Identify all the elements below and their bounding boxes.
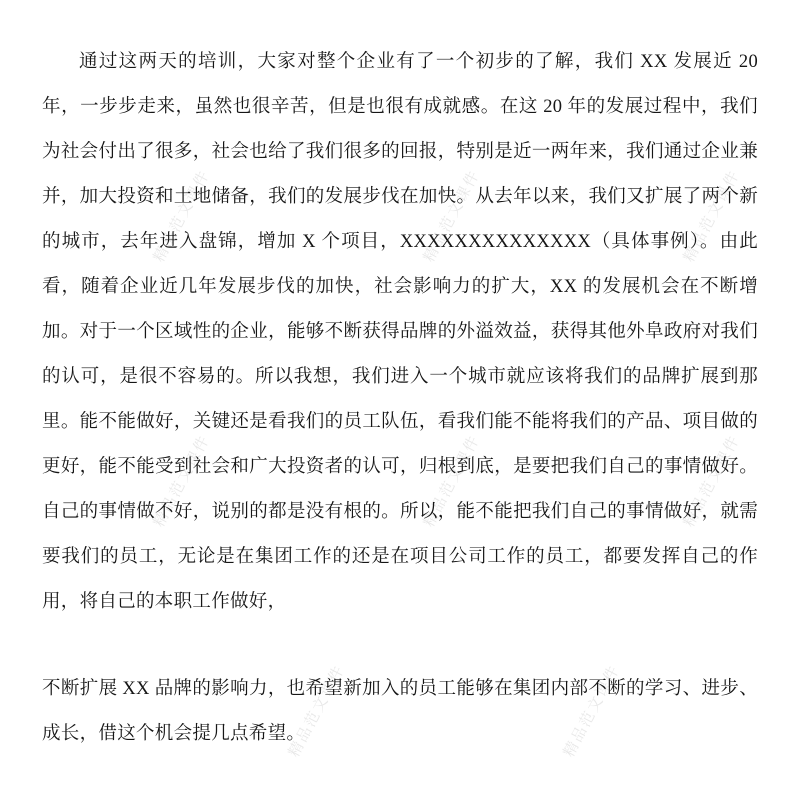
- watermark-text: 精品范文课件: [560, 661, 624, 760]
- watermark-text: 精品范文课件: [420, 166, 484, 265]
- watermark-text: 精品范文课件: [680, 166, 744, 265]
- paragraph-1: 通过这两天的培训，大家对整个企业有了一个初步的了解，我们 XX 发展近 20 年，一步步走来，虽然也很辛苦，但是也很有成就感。在这 20 年的发展过程中，我们为社会付出了很多，社会也给了我们很多的回报，特别是近一两年来，我们通过企业兼并，加大投资和土地储备，我们的发展步伐在加快。从去年以来，我们又扩展了两个新的城市，去年进入盘锦，增加 X 个项目，XXXXXXXXXXXXXX（具体事例）。由此看，随着企业近几年发展步伐的加快，社会影响力的扩大，XX 的发展机会在不断增加。对于一个区域性的企业，能够不断获得品牌的外溢效益，获得其他外阜政府对我们的认可，是很不容易的。所以我想，我们进入一个城市就应该将我们的品牌扩展到那里。能不能做好，关键还是看我们的员工队伍，看我们能不能将我们的产品、项目做的更好，能不能受到社会和广大投资者的认可，归根到底，是要把我们自己的事情做好。自己的事情做不好，说别的都是没有根的。所以，能不能把我们自己的事情做好，就需要我们的员工，无论是在集团工作的还是在项目公司工作的员工，都要发挥自己的作用，将自己的本职工作做好，: [42, 52, 758, 612]
- document-body: [42, 40, 758, 757]
- watermark-text: 精品范文课件: [150, 166, 214, 265]
- paragraph-2: 不断扩展 XX 品牌的影响力，也希望新加入的员工能够在集团内部不断的学习、进步、成长，借这个机会提几点希望。: [42, 679, 758, 744]
- watermark-text: 精品范文课件: [285, 661, 349, 760]
- watermark-text: 精品范文课件: [150, 431, 214, 530]
- watermark-text: 精品范文课件: [420, 431, 484, 530]
- paragraph-spacer: [42, 625, 758, 667]
- watermark-text: 精品范文课件: [680, 431, 744, 530]
